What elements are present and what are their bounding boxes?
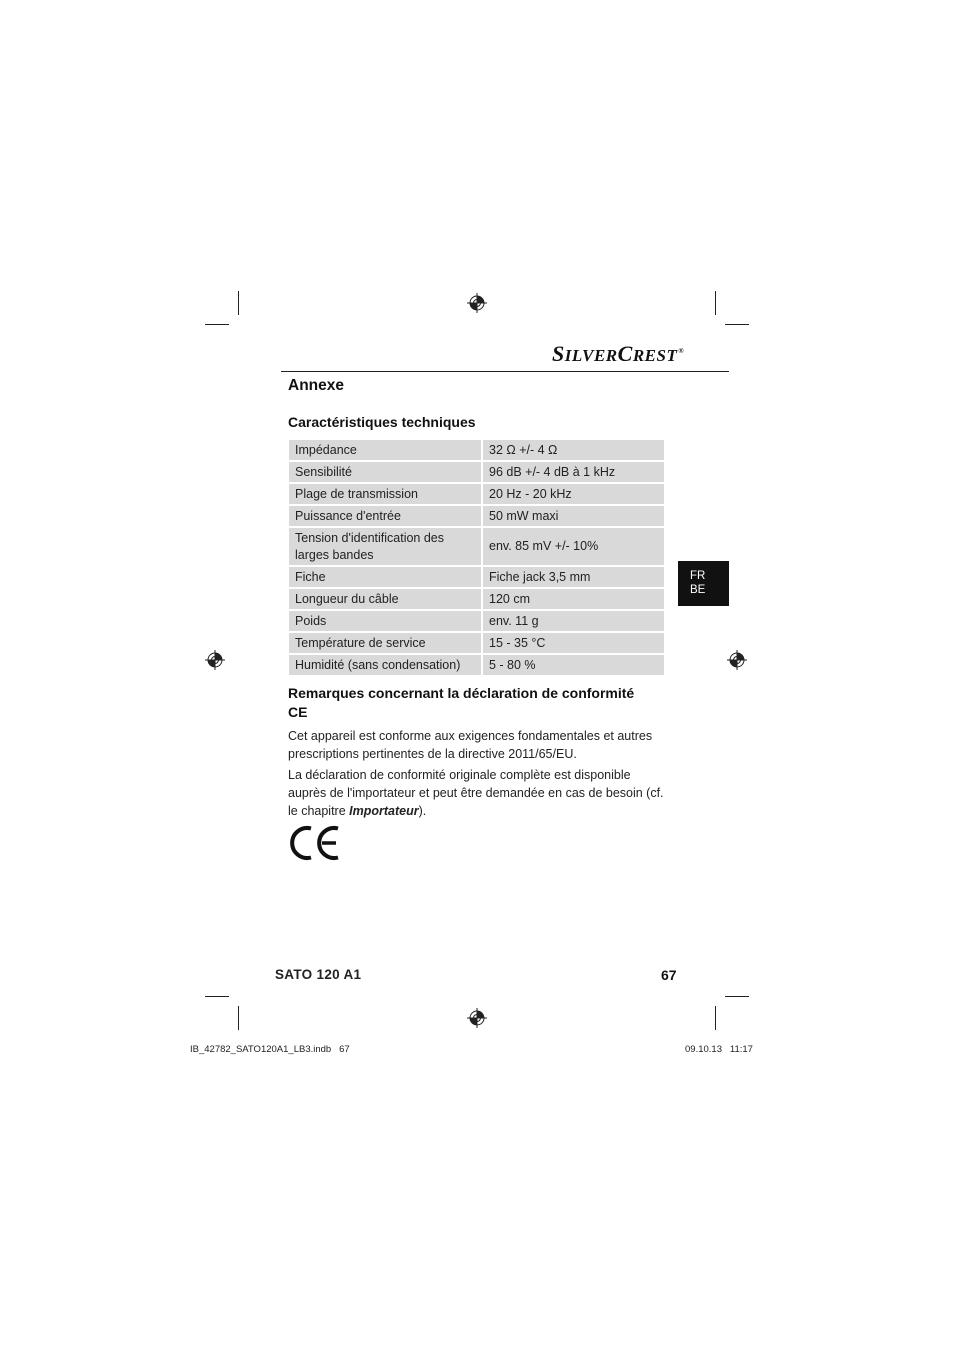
spec-value: Fiche jack 3,5 mm	[483, 567, 664, 589]
crop-mark-bottom-right-vertical	[715, 1006, 716, 1030]
table-row	[289, 462, 664, 484]
crop-mark-bottom-left-horizontal	[205, 996, 229, 997]
language-tab-line1: FR	[690, 570, 706, 582]
spec-label: Poids	[289, 611, 483, 633]
table-row	[289, 611, 664, 633]
crop-mark-top-left-vertical	[238, 291, 239, 315]
crop-mark-top-left-horizontal	[205, 324, 229, 325]
page-number: 67	[661, 967, 677, 983]
table-row	[289, 655, 664, 677]
spec-label: Température de service	[289, 633, 483, 655]
spec-label: Puissance d'entrée	[289, 506, 483, 528]
spec-label: Sensibilité	[289, 462, 483, 484]
spec-label: Impédance	[289, 440, 483, 462]
table-row	[289, 506, 664, 528]
spec-label: Plage de transmission	[289, 484, 483, 506]
spec-value: 50 mW maxi	[483, 506, 664, 528]
table-row	[289, 528, 664, 567]
table-row	[289, 567, 664, 589]
spec-value: 120 cm	[483, 589, 664, 611]
spec-label: Humidité (sans condensation)	[289, 655, 483, 677]
silvercrest-logo: SILVERCREST®	[552, 341, 685, 366]
table-row	[289, 484, 664, 506]
language-tab	[678, 561, 729, 606]
section-title: Annexe	[288, 377, 344, 394]
spec-value: env. 85 mV +/- 10%	[483, 528, 664, 567]
crop-mark-top-right-horizontal	[725, 324, 749, 325]
registration-mark-right-icon	[727, 650, 747, 670]
spec-value: 5 - 80 %	[483, 655, 664, 677]
registration-mark-top-icon	[467, 293, 487, 313]
spec-value: 96 dB +/- 4 dB à 1 kHz	[483, 462, 664, 484]
table-row	[289, 440, 664, 462]
spec-value: env. 11 g	[483, 611, 664, 633]
specs-table	[289, 440, 664, 677]
specs-title: Caractéristiques techniques	[288, 414, 476, 430]
table-row	[289, 633, 664, 655]
ce-mark-icon	[287, 824, 343, 862]
crop-mark-bottom-right-horizontal	[725, 996, 749, 997]
spec-label: Longueur du câble	[289, 589, 483, 611]
registration-mark-bottom-icon	[467, 1008, 487, 1028]
importer-reference: Importateur	[349, 804, 419, 818]
spec-value: 15 - 35 °C	[483, 633, 664, 655]
spec-label: Fiche	[289, 567, 483, 589]
ce-paragraph-1: Cet appareil est conforme aux exigences fondamentales et autres prescriptions pertinentes de la directive 2011/65/EU.	[288, 729, 653, 761]
spec-label: Tension d'identification des larges bandes	[289, 528, 483, 567]
registration-mark-left-icon	[205, 650, 225, 670]
spec-value: 20 Hz - 20 kHz	[483, 484, 664, 506]
language-tab-line2: BE	[690, 584, 706, 596]
footer-model: SATO 120 A1	[275, 967, 362, 982]
table-row	[289, 589, 664, 611]
slug-date-info: 09.10.13 11:17	[685, 1044, 753, 1055]
crop-mark-bottom-left-vertical	[238, 1006, 239, 1030]
ce-section-title: Remarques concernant la déclaration de conformité CE	[288, 685, 635, 720]
header-rule	[281, 371, 729, 372]
ce-paragraph-2: La déclaration de conformité originale complète est disponible auprès de l'importateur et peut être demandée en cas de besoin (cf. le chapitre Importateur).	[288, 768, 664, 818]
crop-mark-top-right-vertical	[715, 291, 716, 315]
slug-file-info: IB_42782_SATO120A1_LB3.indb 67	[190, 1044, 350, 1055]
spec-value: 32 Ω +/- 4 Ω	[483, 440, 664, 462]
